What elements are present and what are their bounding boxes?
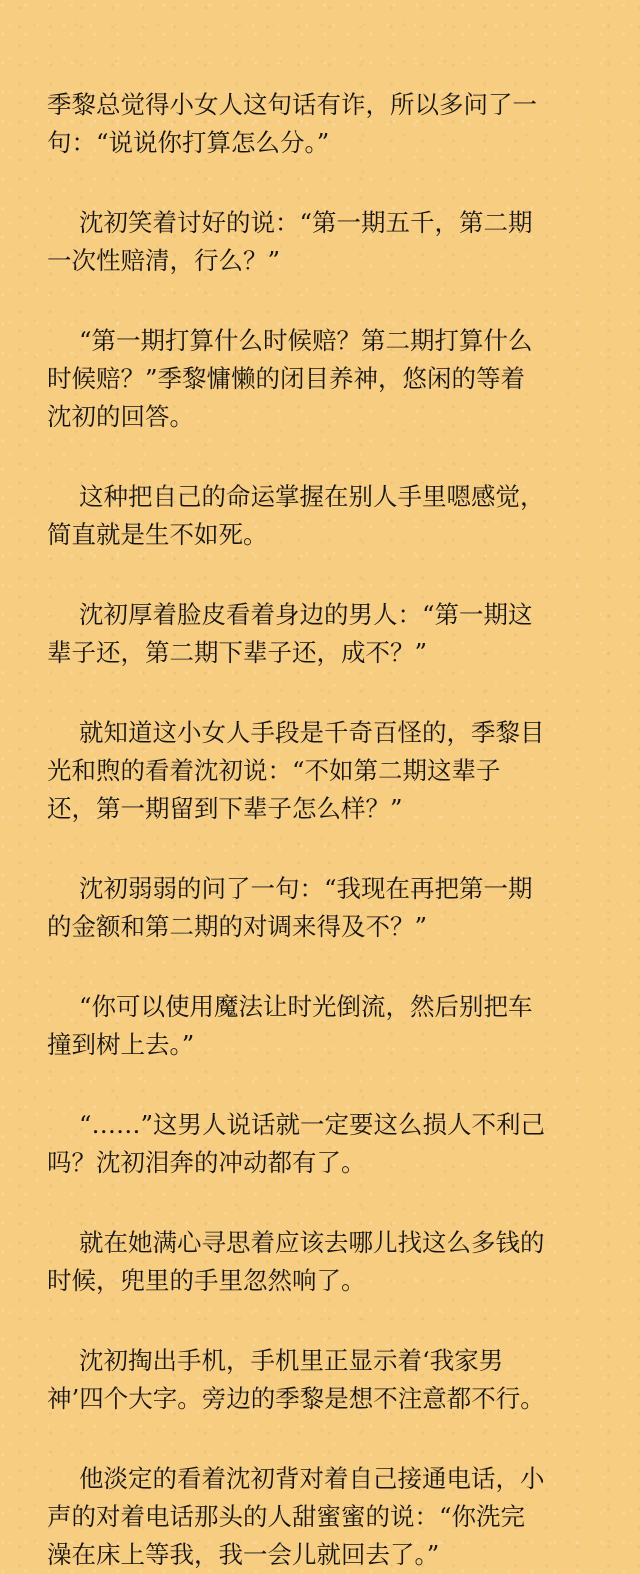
paragraph-line: 辈子还，第二期下辈子还，成不？”	[47, 638, 428, 667]
paragraph-line: 就知道这小女人手段是千奇百怪的，季黎目	[79, 718, 545, 747]
paragraph-line: 的金额和第二期的对调来得及不？”	[47, 912, 428, 941]
paragraph-line: 撞到树上去。”	[47, 1030, 195, 1059]
paragraph	[0, 1460, 640, 1574]
paragraph	[0, 204, 640, 280]
paragraph-line: “……”这男人说话就一定要这么损人不利己	[79, 1110, 546, 1139]
paragraph-line: 沈初弱弱的问了一句：“我现在再把第一期	[79, 874, 533, 903]
paragraph-line: “你可以使用魔法让时光倒流，然后别把车	[79, 992, 533, 1021]
paragraph-line: 沈初厚着脸皮看着身边的男人：“第一期这	[79, 600, 533, 629]
paragraph-line: 沈初的回答。	[47, 402, 194, 431]
paragraph-line: 时候，兜里的手里忽然响了。	[47, 1266, 366, 1295]
paragraph	[0, 86, 640, 162]
paragraph	[0, 478, 640, 554]
paragraph-line: 句：“说说你打算怎么分。”	[47, 128, 330, 157]
paragraph	[0, 870, 640, 946]
paragraph-line: 时候赔？”季黎慵懒的闭目养神，悠闲的等着	[47, 364, 526, 393]
paragraph-line: 光和煦的看着沈初说：“不如第二期这辈子	[47, 756, 501, 785]
article-body	[0, 86, 640, 1574]
paragraph-line: 还，第一期留到下辈子怎么样？”	[47, 794, 403, 823]
paragraph-line: 神’四个大字。旁边的季黎是想不注意都不行。	[47, 1384, 545, 1413]
paragraph	[0, 1342, 640, 1418]
paragraph	[0, 1106, 640, 1182]
paragraph	[0, 1224, 640, 1300]
paragraph-line: 沈初笑着讨好的说：“第一期五千，第二期	[79, 208, 533, 237]
paragraph-line: 简直就是生不如死。	[47, 520, 268, 549]
paragraph-line: 沈初掏出手机，手机里正显示着‘我家男	[79, 1346, 504, 1375]
paragraph-line: 澡在床上等我，我一会儿就回去了。”	[47, 1540, 440, 1569]
paragraph	[0, 596, 640, 672]
paragraph-line: 就在她满心寻思着应该去哪儿找这么多钱的	[79, 1228, 545, 1257]
paragraph-line: 这种把自己的命运掌握在别人手里嗯感觉，	[79, 482, 545, 511]
paragraph-line: “第一期打算什么时候赔？第二期打算什么	[79, 326, 533, 355]
paragraph	[0, 988, 640, 1064]
paragraph	[0, 714, 640, 828]
paragraph-line: 声的对着电话那头的人甜蜜蜜的说：“你洗完	[47, 1502, 526, 1531]
paragraph-line: 季黎总觉得小女人这句话有诈，所以多问了一	[47, 90, 537, 119]
paragraph-line: 一次性赔清，行么？”	[47, 246, 281, 275]
paragraph	[0, 322, 640, 436]
paragraph-line: 吗？沈初泪奔的冲动都有了。	[47, 1148, 366, 1177]
paragraph-line: 他淡定的看着沈初背对着自己接通电话，小	[79, 1464, 545, 1493]
